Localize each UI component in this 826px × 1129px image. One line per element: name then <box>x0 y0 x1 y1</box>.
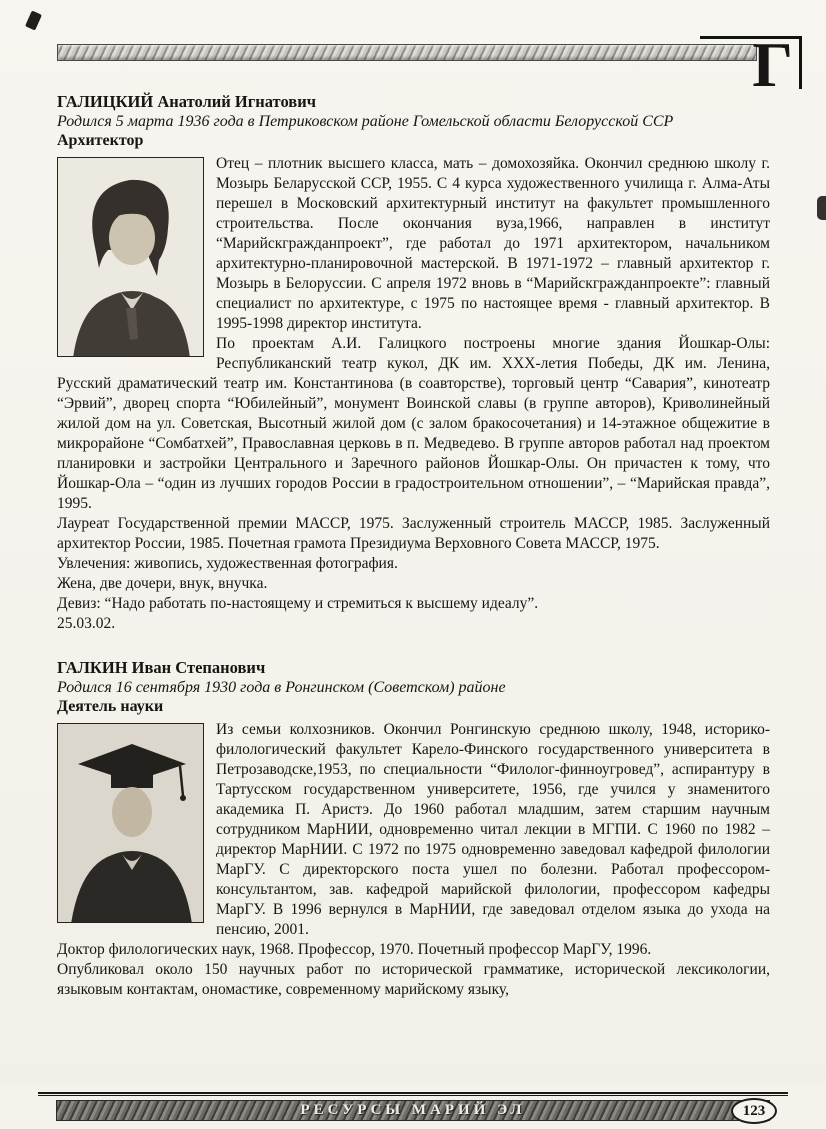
portrait-illustration <box>58 158 204 357</box>
biography-entry-galitsky <box>57 92 770 634</box>
footer-bar <box>56 1100 770 1121</box>
page-content <box>0 92 826 1000</box>
portrait-photo-galkin <box>57 723 204 923</box>
bio-paragraph: Доктор филологических наук, 1968. Профессор, 1970. Почетный профессор МарГУ, 1996. <box>57 941 652 958</box>
entry-bio <box>57 154 770 634</box>
bio-paragraph: Увлечения: живопись, художественная фотография. <box>57 555 398 572</box>
entry-bio <box>57 720 770 1000</box>
entry-role: Деятель науки <box>57 698 164 715</box>
bio-paragraph: По проектам А.И. Галицкого построены многие здания Йошкар-Олы: Республиканский театр кукол, ДК им. XXX-летия Победы, ДК им. Ленина, Русский драматический театр им. Константинова (в соавторстве), торговый центр “Савария”, кинотеатр “Эрвий”, дворец спорта “Юбилейный”, монумент Воинской славы (в группе авторов), Криволинейный жилой дом на ул. Советская, Высотный жилой дом (с залом бракосочетания) и 14-этажное общежитие в микрорайоне “Сомбатхей”, Православная церковь в п. Медведево. В группе авторов работал над проектом планировки и застройки Центрального и Заречного районов Йошкар-Олы. Он причастен к тому, что Йошкар-Ола – “один из лучших городов России в градостроительном отношении”, – “Марийская правда”, 1995. <box>57 335 770 512</box>
entry-name: ГАЛИЦКИЙ Анатолий Игнатович <box>57 92 317 111</box>
biography-entry-galkin <box>57 658 770 1000</box>
bio-paragraph: Из семьи колхозников. Окончил Ронгинскую среднюю школу, 1948, историко-филологический факультет Карело-Финского государственного университета в Петрозаводске,1953, по специальности “Филолог-финноугровед”, аспирантуру в Тартусском государственном университете, 1956, где учился у знаменитого академика П. Аристэ. До 1960 работал младшим, затем старшим научным сотрудником МарНИИ, одновременно читал лекции в МГПИ. С 1960 по 1982 – директор МарНИИ. С 1972 по 1975 одновременно заведовал кафедрой филологии МарГУ. С директорского поста ушел по болезни. Работал профессором-консультантом, зав. кафедрой марийской филологии, профессором кафедры МарГУ. В 1996 вернулся в МарНИИ, где заведовал отделом языка до ухода на пенсию, 2001. <box>216 721 770 938</box>
footer-title: РЕСУРСЫ МАРИЙ ЭЛ <box>300 1102 526 1118</box>
section-letter: Г <box>752 29 793 100</box>
scan-artifact-right-edge <box>817 196 826 220</box>
portrait-photo-galitsky <box>57 157 204 357</box>
bio-paragraph: Девиз: “Надо работать по-настоящему и стремиться к высшему идеалу”. <box>57 595 539 612</box>
bio-paragraph: 25.03.02. <box>57 615 116 632</box>
entry-name: ГАЛКИН Иван Степанович <box>57 658 266 677</box>
page-number-badge: 123 <box>731 1098 777 1124</box>
page-header-decoration <box>0 0 826 100</box>
page-footer <box>0 1084 826 1129</box>
entry-birth-line: Родился 16 сентября 1930 года в Ронгинском (Советском) районе <box>57 679 506 696</box>
top-decoration-bar <box>57 44 757 61</box>
corner-bracket <box>700 29 802 100</box>
bio-paragraph: Опубликовал около 150 научных работ по исторической грамматике, исторической лексикологии, языковым контактам, ономастике, современному марийскому языку, <box>57 961 770 998</box>
footer-double-rule <box>38 1092 788 1096</box>
portrait-illustration <box>58 724 204 923</box>
bio-paragraph: Отец – плотник высшего класса, мать – домохозяйка. Окончил среднюю школу г. Мозырь Беларусской ССР, 1955. С 4 курса художественного училища г. Алма-Аты перешел в Московский архитектурный институт на факультет промышленного строительства. После окончания вуза,1966, направлен в институт “Марийскгражданпроект”, где работал до 1971 архитектором, начальником архитектурно-планировочной мастерской. В 1971-1972 – главный архитектор г. Мозырь в Белоруссии. С апреля 1972 вновь в “Марийскгражданпроекте”: главный специалист по архитектуре, с 1975 по настоящее время - главный архитектор. В 1995-1998 директор института. <box>216 155 770 332</box>
bio-paragraph: Лауреат Государственной премии МАССР, 1975. Заслуженный строитель МАССР, 1985. Заслуженный архитектор России, 1985. Почетная грамота Президиума Верховного Совета МАССР, 1975. <box>57 515 770 552</box>
entry-role: Архитектор <box>57 132 144 149</box>
bio-paragraph: Жена, две дочери, внук, внучка. <box>57 575 268 592</box>
entry-birth-line: Родился 5 марта 1936 года в Петриковском районе Гомельской области Белорусской ССР <box>57 113 674 130</box>
